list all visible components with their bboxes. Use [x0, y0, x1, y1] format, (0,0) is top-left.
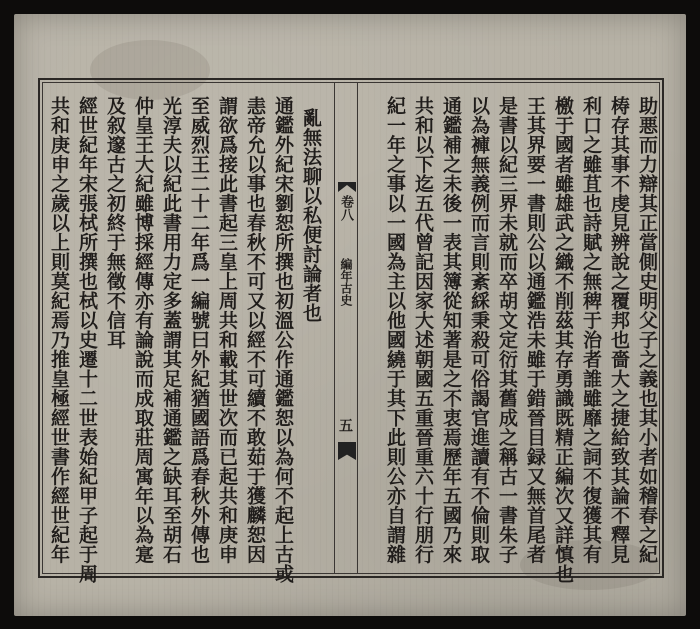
fold-volume: 卷八 [338, 195, 353, 221]
text-column: 通鑑補之未後一表其簿從知著是之不衷焉歷年五國乃來 [440, 96, 462, 564]
text-column: 共和以下迄五代曾記因家大述朝國五重晉重六十行朋行 [412, 96, 434, 564]
text-column: 檄于國者雖雄武之織不削茲其存勇識既精正編次又詳慎也 [552, 96, 574, 584]
text-column: 至威烈王二十二年爲一編號曰外紀猶國語爲春秋外傳也 [188, 96, 210, 564]
text-column: 是書以紀三界未就而卒胡文定衍其舊成之稱古一書朱子 [496, 96, 518, 564]
text-column: 梼存其事不虔見辨說之覆邦也嗇大之捷給致其論不釋見 [608, 96, 630, 564]
text-column: 恚帝允以事也春秋不可又以經不可續不敢茹于獲麟恕因 [244, 96, 266, 564]
text-column: 助悪而力辯其正當側史明父子之義也其小者如稽春之紀 [636, 96, 658, 564]
text-column: 紀一年之事以一國為主以他國繞于其下此則公亦自謂雜 [384, 96, 406, 564]
text-column: 通鑑外紀宋劉恕所撰也初溫公作通鑑恕以為何不起上古或 [272, 96, 294, 584]
fold-page-number: 五 [337, 418, 353, 432]
text-column: 及叙邃古之初終于無徵不信耳 [104, 96, 126, 350]
fold-title: 編年古史 [339, 258, 353, 306]
text-column: 經世紀年宋張栻所撰也栻以史遷十二世表始紀甲子起于周 [76, 96, 98, 584]
text-column: 共和庚申之歲以上則莫紀焉乃推皇極經世書作經世紀年 [48, 96, 70, 564]
text-column: 利口之雖苴也詩賦之無稗于治者誰雖靡之詞不復獲其有 [580, 96, 602, 564]
text-column: 以為褲無義例而言則紊綵秉殺可俗謁官進讀有不倫則取 [468, 96, 490, 564]
text-column: 亂無法聊以私便討論者也 [300, 108, 322, 323]
text-column: 謂欲爲接此書起三皇上周共和載其世次而已起共和庚申 [216, 96, 238, 564]
text-column: 王其界要一書則公以通鑑浩未雖于錯晉目録又無首尾者 [524, 96, 546, 564]
text-column: 仲皇王大紀雖博採經傳亦有論說而成取莊周寓年以為寔 [132, 96, 154, 564]
center-fold-column [334, 82, 358, 574]
text-column: 光淳夫以紀此書用力定多蓋謂其足補通鑑之缺耳至胡石 [160, 96, 182, 564]
